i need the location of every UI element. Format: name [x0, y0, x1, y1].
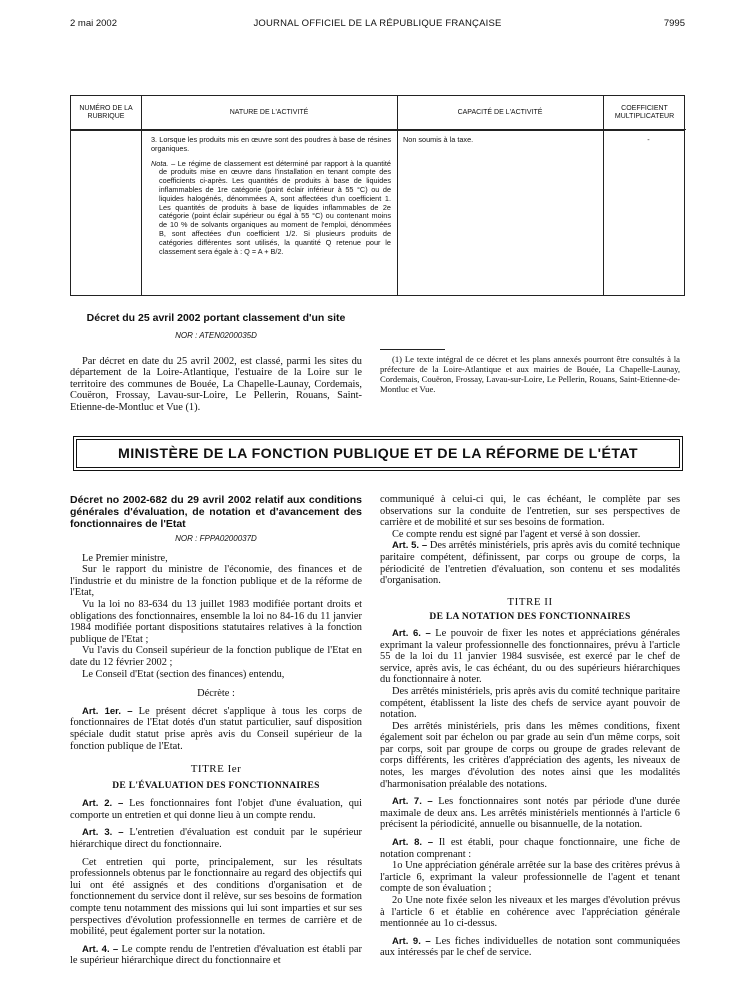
col-divider	[397, 96, 398, 295]
nature-cell	[151, 136, 391, 256]
decree1-footnote: (1) Le texte intégral de ce décret et les plans annexés pourront être consultés à la préfecture de la Loire-Atlantique et aux mairies de Bouée, La Chapelle-Launay, Cordemais, Couëron, Frossay, Lavau-sur-Loire, Le Pellerin, Rouans, Saint-Etienne-de-Montluc et Vue.	[380, 354, 680, 394]
nota-text: Le régime de classement est déterminé par rapport à la quantité de produits mise en œuvre dans l'installation en tenant compte des coefficients ci-après. Les quantités de produits à base de liquides inflammables de 1re catégorie (point éclair inférieur à 55 °C) ou de liquides halogénés, dénommées A, sont affectées d'un coefficient 1. Les quantités de produits à base de liquides inflammables de 2e catégorie (point éclair supérieur ou égal à 55 °C) ou contenant moins de 10 % de solvants organiques au moment de l'emploi, dénommées B, sont affectées d'un coefficient 1/2. Si plusieurs produits de catégories différentes sont utilisés, la quantité Q retenue pour le classement sera égale à : Q = A + B/2.	[159, 158, 391, 256]
article-4-cont2: Ce compte rendu est signé par l'agent et versé à son dossier.	[392, 528, 641, 540]
header-rule	[71, 130, 684, 131]
article-7: Art. 7. – Les fonctionnaires sont notés par période d'une durée maximale de deux ans. Les arrêtés ministériels mentionnés à l'article 6 précisent la périodicité, annuelle ou bisannuelle, de la notation.	[380, 796, 680, 831]
page-number: 7995	[663, 18, 685, 29]
col-header-nature: NATURE DE L'ACTIVITÉ	[141, 96, 397, 130]
preamble-line: Vu l'avis du Conseil supérieur de la fonction publique de l'Etat en date du 12 février 2002 ;	[70, 645, 362, 668]
article-8-item: 1o Une appréciation générale arrêtée sur la base des critères prévus à l'article 6, exprimant la valeur professionnelle de l'agent et tenant compte de son évaluation ;	[380, 860, 680, 895]
coefficient-cell: -	[647, 135, 650, 144]
journal-title: JOURNAL OFFICIEL DE LA RÉPUBLIQUE FRANÇAISE	[253, 18, 502, 29]
article-3-para: Cet entretien qui porte, principalement, sur les résultats professionnels obtenus par le fonctionnaire au regard des objectifs qui lui ont été assignés et des conditions d'organisation et de fonctionnement du service dont il relève, sur ses besoins de formation compte tenu notamment des missions qui lui sont imparties et sur ses perspectives d'évolution professionnelle en termes de carrière et de mobilité, peut également porter sur la notation.	[70, 856, 362, 938]
col-divider	[603, 96, 604, 295]
decree2-right	[380, 494, 680, 959]
decree1-title: Décret du 25 avril 2002 portant classement d'un site	[86, 312, 346, 324]
decree1-nor: NOR : ATEN0200035D	[175, 331, 257, 340]
decree2-title: Décret no 2002-682 du 29 avril 2002 relatif aux conditions générales d'évaluation, de notation et d'avancement des fonctionnaires de l'Etat	[70, 494, 362, 530]
article-4: Art. 4. – Le compte rendu de l'entretien d'évaluation est établi par le supérieur hiérarchique direct du fonctionnaire et	[70, 943, 362, 967]
article-6: Art. 6. – Le pouvoir de fixer les notes et appréciations générales exprimant la valeur professionnelle des fonctionnaires, prévu à l'article 55 de la loi du 11 janvier 1984 susvisée, est exercé par le chef de service, après avis, le cas échéant, du ou des supérieurs hiérarchiques du fonctionnaire à noter.	[380, 627, 680, 686]
ministry-banner: MINISTÈRE DE LA FONCTION PUBLIQUE ET DE LA RÉFORME DE L'ÉTAT	[76, 439, 680, 468]
nature-item: 3. Lorsque les produits mis en œuvre sont des poudres à base de résines organiques.	[151, 135, 391, 153]
article-4-cont: communiqué à celui-ci qui, le cas échéant, le complète par ses observations sur la conduite de l'entretien, sur ses perspectives de carrière et de mobilité et sur ses besoins de formation.	[380, 494, 680, 529]
nota-paragraph	[151, 160, 391, 257]
article-8-item: 2o Une note fixée selon les niveaux et les marges d'évolution prévus à l'article 6 et établie en cohérence avec l'appréciation générale mentionnée au 1o ci-dessus.	[380, 895, 680, 930]
preamble-line: Sur le rapport du ministre de l'économie, des finances et de l'industrie et du ministre de la fonction publique et de la réforme de l'Etat,	[70, 564, 362, 599]
preamble-line: Vu la loi no 83-634 du 13 juillet 1983 modifiée portant droits et obligations des fonctionnaires, ensemble la loi no 84-16 du 11 janvier 1984 modifiée portant dispositions statutaires relatives à la fonction publique de l'Etat ;	[70, 598, 362, 645]
article-1: Art. 1er. – Le présent décret s'applique à tous les corps de fonctionnaires de l'Etat dotés d'un statut particulier, sauf disposition spéciale dudit statut prise après avis du Conseil supérieur de la fonction publique de l'Etat.	[70, 705, 362, 752]
article-6-para: Des arrêtés ministériels, pris dans les mêmes conditions, fixent également soit par échelon ou par grade au sein d'un même corps, soit par corps, soit par groupe de corps ou groupe de grades relevant de corps différents, les critères d'appréciation des agents, les niveaux de notes, les marges d'évolution des notes ainsi que les modalités d'harmonisation préalable des notations.	[380, 720, 680, 790]
footnote-rule	[380, 349, 445, 350]
col-divider	[141, 96, 142, 295]
article-8: Art. 8. – Il est établi, pour chaque fonctionnaire, une fiche de notation comprenant :	[380, 837, 680, 860]
article-3: Art. 3. – L'entretien d'évaluation est conduit par le supérieur hiérarchique direct du fonctionnaire.	[70, 827, 362, 851]
issue-date: 2 mai 2002	[70, 18, 118, 29]
col-header-rubrique: NUMÉRO DE LA RUBRIQUE	[71, 96, 141, 130]
decree1-left	[70, 312, 362, 414]
decree2-nor: NOR : FPPA0200037D	[175, 534, 257, 543]
decree1-body: Par décret en date du 25 avril 2002, est classé, parmi les sites du département de la Loire-Atlantique, l'estuaire de la Loire sur le territoire des communes de Bouée, La Chapelle-Launay, Cordemais, Couëron, Frossay, Lavau-sur-Loire, Le Pellerin, Rouans, Saint-Etienne-de-Montluc et Vue (1).	[70, 355, 362, 413]
nota-label: Nota. –	[151, 158, 176, 168]
titre-2: TITRE II	[507, 595, 553, 608]
article-2: Art. 2. – Les fonctionnaires font l'objet d'une évaluation, qui comporte un entretien et qui donne lieu à un compte rendu.	[70, 798, 362, 821]
titre-1: TITRE Ier	[190, 763, 242, 776]
capacity-cell: Non soumis à la taxe.	[403, 135, 474, 144]
activity-table	[70, 95, 685, 296]
decrete: Décrète :	[197, 688, 235, 700]
titre-2-subtitle: DE LA NOTATION DES FONCTIONNAIRES	[429, 612, 631, 623]
page-header	[70, 18, 685, 34]
titre-1-subtitle: DE L'ÉVALUATION DES FONCTIONNAIRES	[112, 780, 320, 791]
col-header-capacite: CAPACITÉ DE L'ACTIVITÉ	[397, 96, 603, 130]
decree2-left	[70, 494, 362, 967]
article-9: Art. 9. – Les fiches individuelles de notation sont communiquées aux intéressés par le chef de service.	[380, 935, 680, 959]
article-5: Art. 5. – Des arrêtés ministériels, pris après avis du comité technique paritaire compétent, définissent, par corps ou groupe de corps, la périodicité de l'entretien d'évaluation, son contenu et ses modalités d'organisation.	[380, 540, 680, 587]
article-6-para: Des arrêtés ministériels, pris après avis du comité technique paritaire compétent, établissent la liste des chefs de service ayant pouvoir de notation.	[380, 685, 680, 721]
preamble-line: Le Premier ministre,	[82, 552, 168, 564]
preamble-line: Le Conseil d'Etat (section des finances) entendu,	[82, 668, 285, 680]
col-header-coefficient: COEFFICIENT MULTIPLICATEUR	[603, 96, 686, 130]
